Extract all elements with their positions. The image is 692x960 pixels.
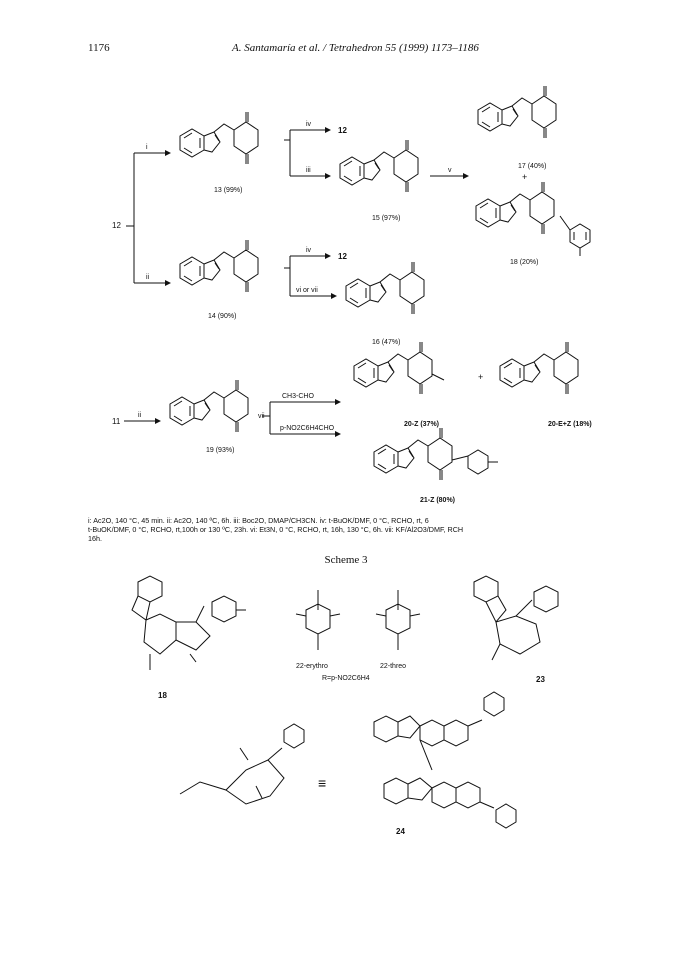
compound-12-a: 12 [338, 126, 347, 135]
structure-18 [476, 182, 554, 234]
plus-sign-2: + [478, 372, 484, 382]
label-19: 19 (93%) [206, 447, 235, 454]
nitrophenyl-ring-21 [468, 450, 488, 474]
r-definition: R=p-NO2C6H4 [322, 675, 370, 682]
structure-22-erythro [296, 590, 340, 650]
structure-14 [180, 240, 258, 292]
reagent-ii-b: ii [138, 412, 142, 419]
reagent-v: v [448, 167, 452, 174]
structure-24-conformation [180, 724, 304, 804]
label-21-z: 21-Z (80%) [420, 497, 456, 504]
footnote-line-3: 16h. [88, 534, 102, 543]
label-15: 15 (97%) [372, 215, 401, 222]
reagent-vi-or-vii: vi or vii [296, 287, 318, 294]
footnote-line-1: i: Ac2O, 140 °C, 45 min. ii: Ac2O, 140 ºC, 6h. iii: Boc2O, DMAP/CH3CN. iv: t-BuOK/DMF, 0 °C, RCHO, rt, 6 [88, 516, 429, 525]
label-16: 16 (47%) [372, 339, 401, 346]
reagent-ii: ii [146, 274, 150, 281]
reagent-iv: iv [306, 121, 312, 128]
label-13: 13 (99%) [214, 187, 243, 194]
structure-20-z [354, 342, 432, 394]
label-24: 24 [396, 827, 405, 836]
reagent-iv-b: iv [306, 247, 312, 254]
structure-23 [474, 576, 558, 660]
structure-20-ez [500, 342, 578, 394]
label-18: 18 (20%) [510, 259, 539, 266]
conformation-figures [0, 570, 692, 840]
reagent-i: i [146, 144, 148, 151]
structure-22-threo [376, 590, 420, 650]
structure-15 [340, 140, 418, 192]
compound-11: 11 [112, 417, 121, 426]
plus-sign-1: + [522, 172, 528, 182]
label-22-threo: 22-threo [380, 663, 407, 670]
reagent-vii: vii [258, 413, 265, 420]
label-17: 17 (40%) [518, 163, 547, 170]
scheme-title: Scheme 3 [324, 554, 368, 566]
compound-12-b: 12 [338, 252, 347, 261]
reagent-iii: iii [306, 167, 311, 174]
page-number: 1176 [88, 42, 110, 54]
reagent-nitrobenzaldehyde: p-NO2C6H4CHO [280, 425, 335, 432]
structure-16 [346, 262, 424, 314]
structure-21-z [374, 428, 452, 480]
label-22-erythro: 22-erythro [296, 663, 328, 670]
label-23: 23 [536, 675, 545, 684]
structure-24-dimer [374, 692, 516, 828]
structure-17 [478, 86, 556, 138]
label-20-ez: 20-E+Z (18%) [548, 421, 592, 428]
structure-19 [170, 380, 248, 432]
label-14: 14 (90%) [208, 313, 237, 320]
compound-12-start: 12 [112, 221, 121, 230]
footnote-line-2: t-BuOK/DMF, 0 °C, RCHO, rt,100h or 130 ºC, 23h. vi: Et3N, 0 °C, RCHO, rt, 16h, 130 °C, 6h. vii: KF/Al2O3/DMF, RCH [88, 525, 464, 534]
label-18-3d: 18 [158, 691, 167, 700]
nitrophenyl-ring [570, 224, 590, 248]
running-title: A. Santamaría et al. / Tetrahedron 55 (1999) 1173–1186 [232, 42, 479, 54]
equivalence-symbol: ≡ [318, 775, 327, 791]
structure-18-3d [132, 576, 246, 670]
label-20-z: 20-Z (37%) [404, 421, 440, 428]
reagent-acetaldehyde: CH3-CHO [282, 393, 314, 400]
structure-13 [180, 112, 258, 164]
scheme-footnote [88, 516, 598, 543]
